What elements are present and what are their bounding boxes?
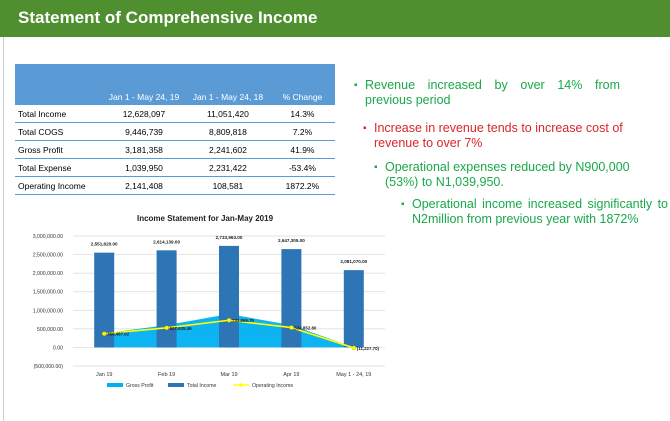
bullet-cost bbox=[363, 121, 634, 151]
bar-data-label: 2,614,139.00 bbox=[153, 239, 181, 245]
row-change: 1872.2% bbox=[270, 177, 335, 195]
bullet-text: Operational expenses reduced by N900,000 (53%) to N1,039,950. bbox=[385, 160, 630, 189]
total-income-bar bbox=[157, 250, 177, 347]
row-previous: 2,241,602 bbox=[186, 141, 270, 159]
table-header-change: % Change bbox=[270, 64, 335, 105]
x-tick-label: Jan 19 bbox=[95, 372, 113, 378]
row-change: 7.2% bbox=[270, 123, 335, 141]
legend-swatch bbox=[168, 383, 184, 387]
row-change: 41.9% bbox=[270, 141, 335, 159]
header-bar bbox=[0, 0, 670, 37]
operating-income-point bbox=[165, 326, 169, 330]
income-chart bbox=[15, 205, 405, 400]
table-header-previous: Jan 1 - May 24, 18 bbox=[186, 64, 270, 105]
line-data-label: 527,625.49 bbox=[169, 325, 192, 331]
table-header-empty bbox=[15, 64, 102, 105]
row-label: Total Income bbox=[15, 105, 102, 123]
bullet-expenses bbox=[374, 160, 655, 190]
bullet-text: Operational income increased significantly to N2million from previous year with 1872% bbox=[412, 197, 668, 226]
table-row bbox=[15, 123, 335, 141]
legend-label: Gross Profit bbox=[126, 383, 154, 389]
row-current: 12,628,097 bbox=[102, 105, 186, 123]
legend-swatch bbox=[107, 383, 123, 387]
page-title: Statement of Comprehensive Income bbox=[18, 8, 318, 27]
x-tick-label: Feb 19 bbox=[158, 372, 176, 378]
x-tick-label: Mar 19 bbox=[220, 372, 238, 378]
bullet-square-icon: ▪ bbox=[374, 162, 378, 173]
table-header-current: Jan 1 - May 24, 19 bbox=[102, 64, 186, 105]
income-table bbox=[15, 64, 335, 195]
bullet-square-icon: ▪ bbox=[354, 80, 358, 91]
bullet-text: Increase in revenue tends to increase cost of revenue to over 7% bbox=[374, 121, 623, 150]
line-data-label: 731,866.75 bbox=[232, 318, 254, 324]
y-tick-label: 1,500,000.00 bbox=[32, 289, 63, 296]
bullet-square-icon: ▪ bbox=[363, 123, 367, 134]
bar-data-label: 2,647,305.00 bbox=[277, 238, 305, 244]
row-previous: 11,051,420 bbox=[186, 105, 270, 123]
total-income-bar bbox=[219, 246, 239, 348]
y-tick-label: 0.00 bbox=[52, 345, 63, 352]
bullet-revenue bbox=[354, 78, 620, 108]
row-label: Total COGS bbox=[15, 123, 102, 141]
table-row bbox=[15, 177, 335, 195]
chart-canvas bbox=[15, 205, 405, 400]
row-label: Gross Profit bbox=[15, 141, 102, 159]
operating-income-point bbox=[289, 326, 293, 330]
row-previous: 108,581 bbox=[186, 177, 270, 195]
y-tick-label: (500,000.00) bbox=[33, 364, 63, 370]
operating-income-point bbox=[102, 332, 106, 336]
row-current: 1,039,950 bbox=[102, 159, 186, 177]
bullet-text: Revenue increased by over 14% from previous period bbox=[365, 78, 620, 107]
legend-label: Operating Income bbox=[252, 383, 294, 389]
total-income-bar bbox=[344, 270, 364, 347]
bar-data-label: 2,551,620.00 bbox=[90, 241, 118, 247]
row-change: 14.3% bbox=[270, 105, 335, 123]
chart-title: Income Statement for Jan-May 2019 bbox=[136, 214, 274, 223]
line-data-label: 534,852.80 bbox=[294, 325, 317, 331]
row-current: 3,181,358 bbox=[102, 141, 186, 159]
y-tick-label: 2,500,000.00 bbox=[32, 252, 63, 259]
y-tick-label: 1,000,000.00 bbox=[32, 308, 63, 315]
x-tick-label: May 1 - 24, 19 bbox=[336, 372, 372, 378]
table-row bbox=[15, 159, 335, 177]
row-current: 2,141,408 bbox=[102, 177, 186, 195]
y-tick-label: 3,000,000.00 bbox=[32, 234, 63, 240]
bullet-square-icon: ▪ bbox=[401, 199, 405, 210]
row-label: Operating Income bbox=[15, 177, 102, 195]
bar-data-label: 2,081,070.00 bbox=[340, 259, 368, 265]
operating-income-point bbox=[352, 346, 356, 350]
x-tick-label: Apr 19 bbox=[283, 372, 300, 378]
bullet-operating-income bbox=[401, 197, 668, 227]
row-previous: 2,231,422 bbox=[186, 159, 270, 177]
table-row bbox=[15, 141, 335, 159]
table-row bbox=[15, 105, 335, 123]
row-change: -53.4% bbox=[270, 159, 335, 177]
left-divider bbox=[3, 37, 4, 421]
row-previous: 8,809,818 bbox=[186, 123, 270, 141]
y-tick-label: 2,000,000.00 bbox=[32, 271, 63, 278]
row-current: 9,446,739 bbox=[102, 123, 186, 141]
line-data-label: 369,487.62 bbox=[107, 331, 130, 337]
table-header-row bbox=[15, 64, 335, 105]
operating-income-point bbox=[227, 318, 231, 322]
legend-swatch-marker bbox=[239, 383, 243, 387]
legend-label: Total Income bbox=[187, 383, 217, 389]
y-tick-label: 500,000.00 bbox=[37, 326, 63, 333]
row-label: Total Expense bbox=[15, 159, 102, 177]
bar-data-label: 2,733,963.00 bbox=[215, 234, 243, 240]
total-income-bar bbox=[281, 249, 301, 347]
line-data-label: (11,227.70) bbox=[356, 345, 380, 351]
